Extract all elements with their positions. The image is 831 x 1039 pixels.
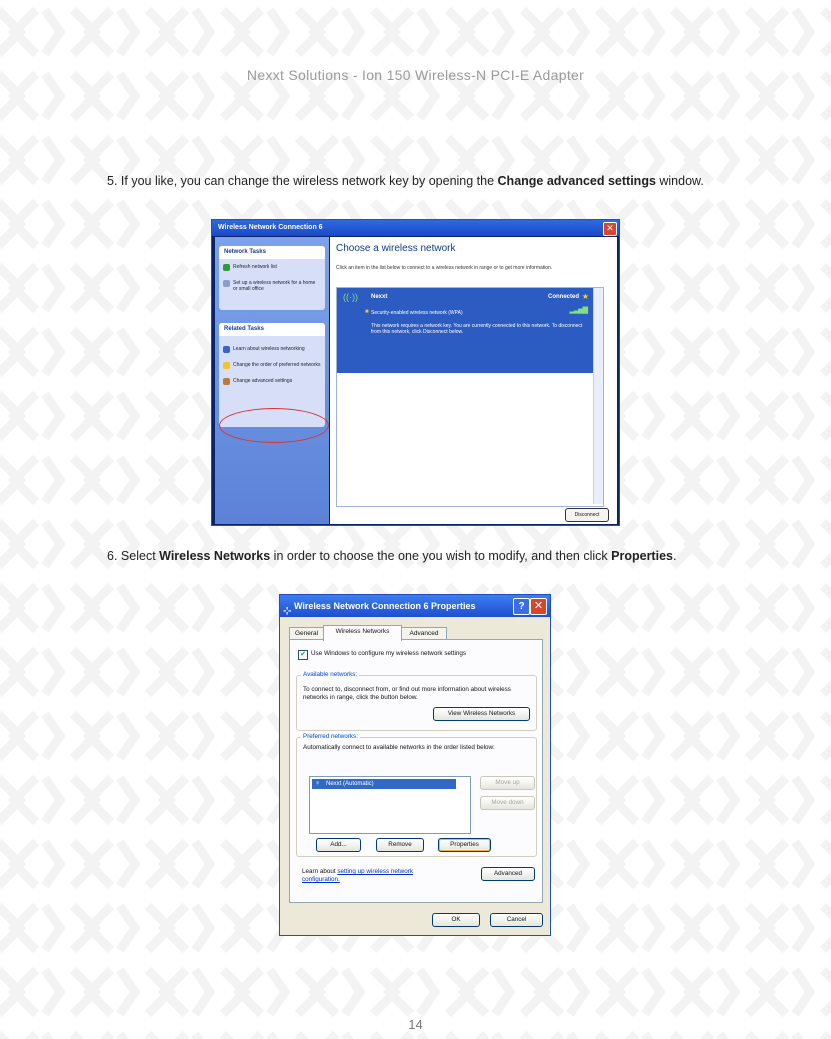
preferred-network-item[interactable]: ♀ Nexxt (Automatic): [312, 779, 456, 789]
help-icon[interactable]: ?: [513, 598, 530, 615]
wireless-network-list[interactable]: [336, 287, 604, 507]
step-5-instruction: 5. If you like, you can change the wireless network key by opening the Change advanced settings window.: [107, 174, 704, 188]
cancel-button[interactable]: Cancel: [490, 913, 543, 927]
page-header: Nexxt Solutions - Ion 150 Wireless-N PCI-E Adapter: [246, 67, 585, 83]
star-icon: ★: [581, 292, 589, 301]
network-security: Security-enabled wireless network (WPA): [371, 310, 463, 316]
connection-status: Connected: [547, 294, 579, 300]
content-instructions: Click an item in the list below to connect to a wireless network in range or to get more information.: [336, 265, 553, 271]
network-tasks-panel: [219, 246, 325, 310]
available-networks-legend: Available networks:: [303, 671, 358, 678]
star-icon: [223, 362, 230, 369]
step-number: 6.: [107, 549, 118, 563]
preferred-networks-group: [296, 733, 537, 857]
available-networks-text: To connect to, disconnect from, or find out more information about wireless networks in range, click the button below.: [303, 686, 511, 701]
step-number: 5.: [107, 174, 118, 188]
tab-advanced[interactable]: Advanced: [401, 627, 447, 640]
network-icon: ⊹: [283, 606, 292, 617]
remove-button[interactable]: Remove: [376, 838, 424, 852]
step-6-instruction: 6. Select Wireless Networks in order to choose the one you wish to modify, and then click Properties.: [107, 549, 677, 563]
preferred-networks-list[interactable]: [309, 776, 471, 834]
tasks-sidebar: [215, 237, 329, 524]
antenna-icon: ♀: [315, 780, 321, 787]
learn-about-text: Learn about setting up wireless network configuration.: [302, 868, 413, 883]
signal-strength-icon: ▂▃▅▇: [569, 307, 587, 314]
setup-wireless-link[interactable]: setting up wireless network configuration.: [302, 868, 413, 883]
move-up-button[interactable]: Move up: [480, 776, 535, 790]
available-networks-group: [296, 671, 537, 731]
task-refresh-network-list[interactable]: Refresh network list: [219, 262, 325, 272]
task-learn-wireless[interactable]: Learn about wireless networking: [219, 344, 325, 354]
task-change-advanced-settings[interactable]: Change advanced settings: [219, 376, 325, 386]
add-button[interactable]: Add...: [316, 838, 361, 852]
window-titlebar: [212, 220, 619, 236]
preferred-networks-text: Automatically connect to available networks in the order listed below:: [303, 744, 495, 751]
close-icon[interactable]: ✕: [603, 222, 617, 236]
close-icon[interactable]: ✕: [530, 598, 547, 615]
network-name: Nexxt: [371, 294, 388, 300]
dialog-title: Wireless Network Connection 6 Properties: [294, 601, 476, 611]
wireless-network-connection-window: [211, 219, 620, 526]
tab-wireless-networks[interactable]: Wireless Networks: [323, 625, 402, 641]
network-setup-icon: [223, 280, 230, 287]
settings-icon: [223, 378, 230, 385]
tab-general[interactable]: General: [289, 627, 324, 640]
preferred-networks-legend: Preferred networks:: [303, 733, 358, 740]
use-windows-checkbox[interactable]: ✔: [298, 650, 308, 660]
network-list-content: [330, 237, 617, 524]
highlight-ellipse: [219, 408, 329, 443]
help-icon: [223, 346, 230, 353]
advanced-button[interactable]: Advanced: [481, 867, 535, 881]
wireless-signal-icon: ((·)): [343, 292, 358, 302]
ok-button[interactable]: OK: [432, 913, 480, 927]
wireless-networks-tab-panel: [289, 639, 543, 903]
related-tasks-header: Related Tasks: [219, 323, 325, 336]
task-change-order[interactable]: Change the order of preferred networks: [219, 360, 325, 370]
move-down-button[interactable]: Move down: [480, 796, 535, 810]
content-title: Choose a wireless network: [336, 243, 456, 254]
lock-icon: ■: [365, 309, 369, 315]
window-title: Wireless Network Connection 6: [218, 224, 323, 231]
page-number: 14: [408, 1017, 423, 1032]
properties-button[interactable]: Properties: [438, 838, 491, 852]
dialog-titlebar: [280, 595, 550, 617]
connection-properties-dialog: [279, 594, 551, 936]
task-set-up-network[interactable]: Set up a wireless network for a home or small office: [219, 278, 325, 294]
use-windows-label: Use Windows to configure my wireless network settings: [311, 650, 467, 657]
network-tasks-header: Network Tasks: [219, 246, 325, 259]
list-scrollbar[interactable]: [593, 288, 603, 504]
refresh-icon: [223, 264, 230, 271]
disconnect-button[interactable]: Disconnect: [565, 508, 609, 522]
network-description: This network requires a network key. You are currently connected to this network. To disconnect from this network, click Disconnect below.: [371, 323, 583, 335]
network-item-nexxt[interactable]: [337, 288, 601, 373]
view-wireless-networks-button[interactable]: View Wireless Networks: [433, 707, 530, 721]
